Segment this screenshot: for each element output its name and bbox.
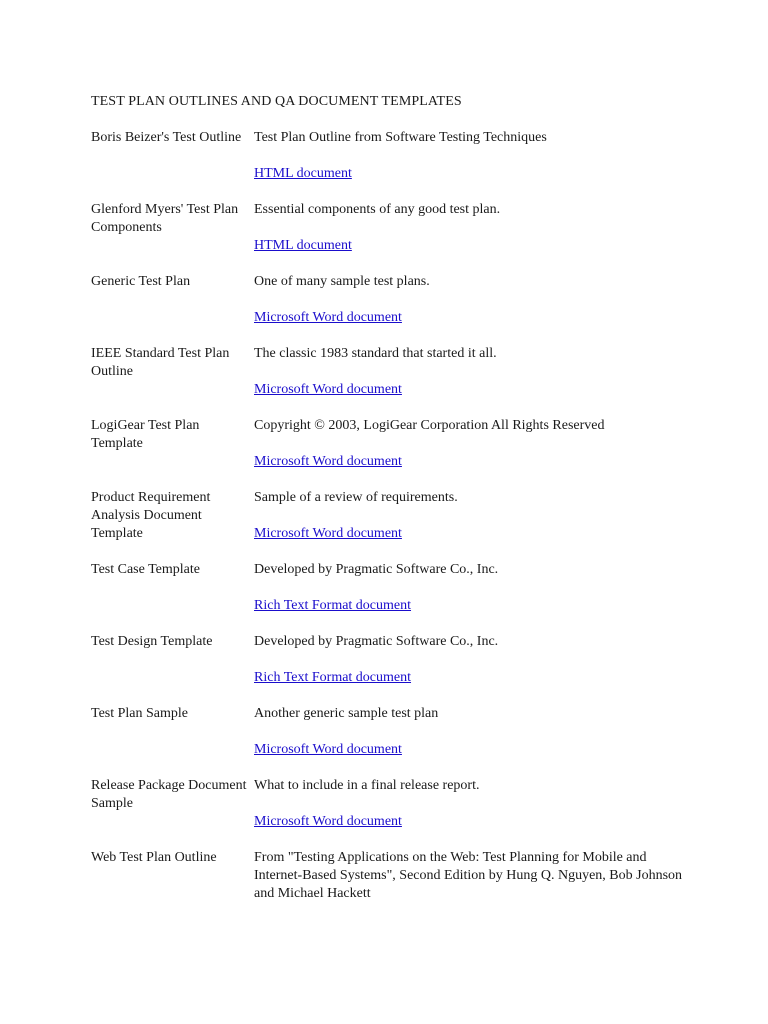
document-description-cell <box>254 345 694 397</box>
document-name: Web Test Plan Outline <box>91 850 217 865</box>
document-name: LogiGear Test Plan Template <box>91 418 200 451</box>
document-description-cell <box>254 129 694 181</box>
document-description-cell <box>254 633 694 685</box>
document-name: Boris Beizer's Test Outline <box>91 130 242 145</box>
document-name: Generic Test Plan <box>91 274 191 289</box>
document-description: Another generic sample test plan <box>254 706 439 721</box>
document-name: IEEE Standard Test Plan Outline <box>91 346 230 379</box>
document-description: Sample of a review of requirements. <box>254 490 458 505</box>
document-link[interactable]: Microsoft Word document <box>254 526 402 541</box>
document-name: Release Package Document Sample <box>91 778 247 811</box>
document-description-cell <box>254 705 694 757</box>
document-link[interactable]: HTML document <box>254 238 352 253</box>
document-link[interactable]: Microsoft Word document <box>254 310 402 325</box>
document-link[interactable]: HTML document <box>254 166 352 181</box>
document-description: From "Testing Applications on the Web: Test Planning for Mobile and Internet-Based Systems", Second Edition by Hung Q. Nguyen, Bob Johnson and Michael Hackett <box>254 850 683 901</box>
document-description: Copyright © 2003, LogiGear Corporation All Rights Reserved <box>254 418 605 433</box>
document-link[interactable]: Microsoft Word document <box>254 742 402 757</box>
document-description-cell <box>254 201 694 253</box>
document-description-cell <box>254 849 694 903</box>
document-link[interactable]: Rich Text Format document <box>254 598 412 613</box>
document-description: Developed by Pragmatic Software Co., Inc. <box>254 562 499 577</box>
document-name: Test Case Template <box>91 562 200 577</box>
document-description: Developed by Pragmatic Software Co., Inc. <box>254 634 499 649</box>
document-name: Glenford Myers' Test Plan Components <box>91 202 239 235</box>
document-description: Test Plan Outline from Software Testing Techniques <box>254 130 547 145</box>
document-description-cell <box>254 489 694 541</box>
document-name: Product Requirement Analysis Document Template <box>91 490 211 541</box>
document-description: One of many sample test plans. <box>254 274 430 289</box>
document-link[interactable]: Microsoft Word document <box>254 814 402 829</box>
document-link[interactable]: Microsoft Word document <box>254 454 402 469</box>
document-name: Test Plan Sample <box>91 706 189 721</box>
document-description-cell <box>254 777 694 829</box>
document-description-cell <box>254 273 694 325</box>
document-link[interactable]: Microsoft Word document <box>254 382 402 397</box>
document-description: What to include in a final release report. <box>254 778 480 793</box>
document-description-cell <box>254 417 694 469</box>
document-description-cell <box>254 561 694 613</box>
document-link[interactable]: Rich Text Format document <box>254 670 412 685</box>
document-name: Test Design Template <box>91 634 213 649</box>
document-description: The classic 1983 standard that started it all. <box>254 346 497 361</box>
document-description: Essential components of any good test plan. <box>254 202 501 217</box>
page-title: TEST PLAN OUTLINES AND QA DOCUMENT TEMPLATES <box>91 94 462 109</box>
